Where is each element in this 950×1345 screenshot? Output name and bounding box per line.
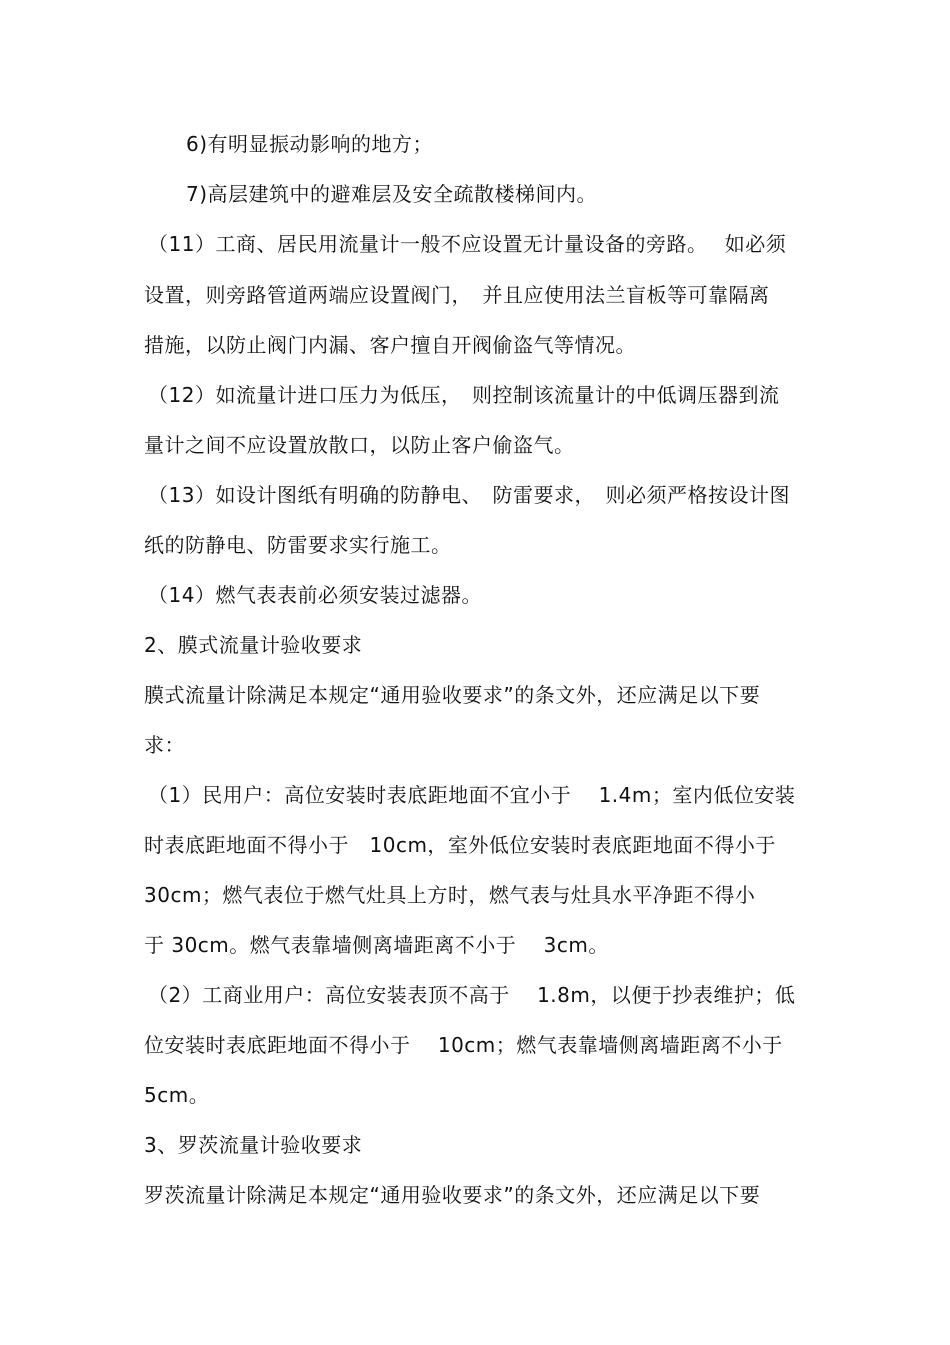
paragraph-line: 措施，以防止阀门内漏、客户擅自开阀偷盗气等情况。 <box>144 333 636 357</box>
paragraph-line: 30cm；燃气表位于燃气灶具上方时，燃气表与灶具水平净距不得小 <box>144 883 756 907</box>
paragraph-line: 位安装时表底距地面不得小于 10cm；燃气表靠墙侧离墙距离不小于 <box>144 1033 783 1057</box>
paragraph-line: 罗茨流量计除满足本规定“通用验收要求”的条文外，还应满足以下要 <box>144 1183 761 1207</box>
section-heading: 2、膜式流量计验收要求 <box>144 633 363 657</box>
paragraph-line: （11）工商、居民用流量计一般不应设置无计量设备的旁路。 如必须 <box>148 232 787 256</box>
paragraph-line: 设置，则旁路管道两端应设置阀门， 并且应使用法兰盲板等可靠隔离 <box>144 283 770 307</box>
paragraph-line: 纸的防静电、防雷要求实行施工。 <box>144 533 452 557</box>
paragraph-line: 5cm。 <box>144 1083 210 1107</box>
paragraph-line: （14）燃气表表前必须安装过滤器。 <box>148 583 482 607</box>
paragraph-line: （2）工商业用户：高位安装表顶不高于 1.8m，以便于抄表维护；低 <box>148 983 796 1007</box>
section-heading: 3、罗茨流量计验收要求 <box>144 1133 363 1157</box>
paragraph-line: 于 30cm。燃气表靠墙侧离墙距离不小于 3cm。 <box>144 933 609 957</box>
paragraph-line: 求： <box>144 733 185 757</box>
list-item: 6)有明显振动影响的地方； <box>186 132 434 156</box>
paragraph-line: （13）如设计图纸有明确的防静电、 防雷要求， 则必须严格按设计图 <box>148 483 790 507</box>
paragraph-line: （1）民用户：高位安装时表底距地面不宜小于 1.4m；室内低位安装 <box>148 783 796 807</box>
paragraph-line: 时表底距地面不得小于 10cm，室外低位安装时表底距地面不得小于 <box>144 833 776 857</box>
list-item: 7)高层建筑中的避难层及安全疏散楼梯间内。 <box>186 182 598 206</box>
paragraph-line: （12）如流量计进口压力为低压， 则控制该流量计的中低调压器到流 <box>148 383 780 407</box>
paragraph-line: 量计之间不应设置放散口，以防止客户偷盗气。 <box>144 433 575 457</box>
paragraph-line: 膜式流量计除满足本规定“通用验收要求”的条文外，还应满足以下要 <box>144 683 761 707</box>
